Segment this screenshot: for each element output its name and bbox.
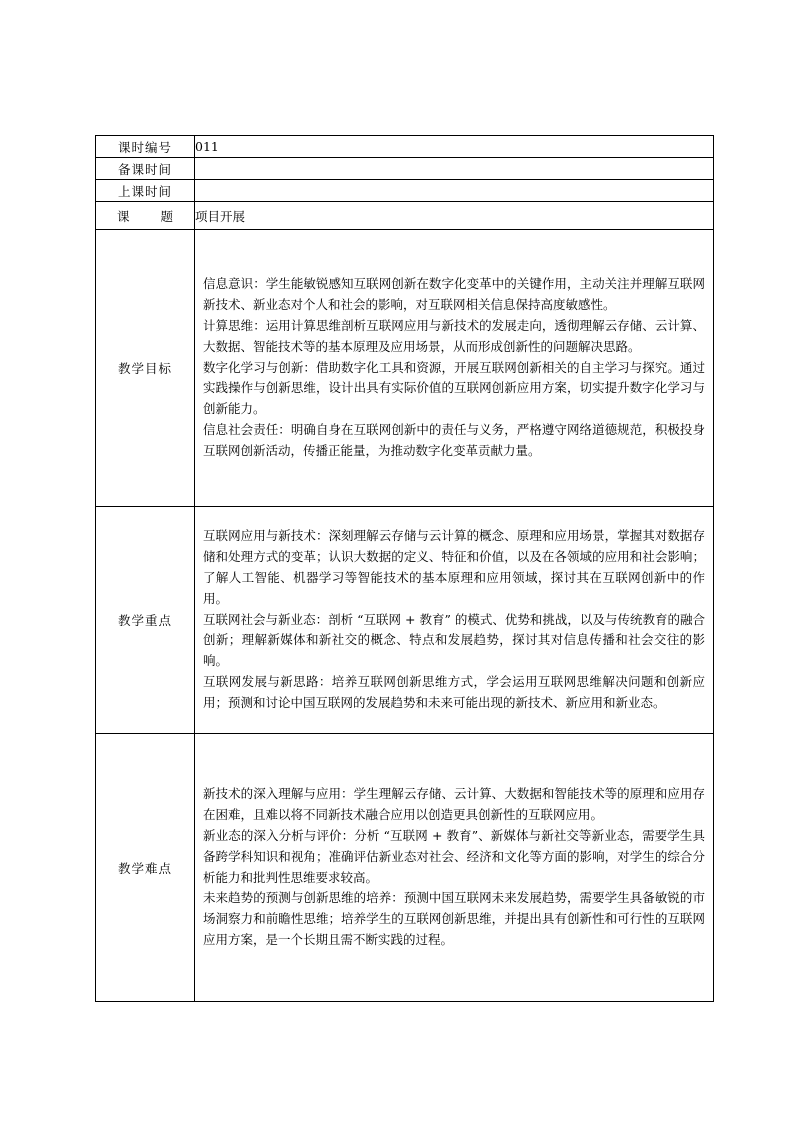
objectives-paragraph: 信息意识：学生能敏锐感知互联网创新在数字化变革中的关键作用，主动关注并理解互联网新技术、新业态对个人和社会的影响，对互联网相关信息保持高度敏感性。 <box>203 276 705 313</box>
objectives-content-cell <box>195 230 714 507</box>
difficulties-paragraph: 未来趋势的预测与创新思维的培养：预测中国互联网未来发展趋势，需要学生具备敏锐的市场洞察力和前瞻性思维；培养学生的互联网创新思维，并提出具有创新性和可行性的互联网应用方案，是一个长期且需不断实践的过程。 <box>203 890 705 947</box>
topic-label-cell <box>96 202 195 230</box>
topic-row <box>96 202 714 230</box>
objectives-paragraph: 计算思维：运用计算思维剖析互联网应用与新技术的发展走向，透彻理解云存储、云计算、大数据、智能技术等的基本原理及应用场景，从而形成创新性的问题解决思路。 <box>203 318 705 354</box>
difficulties-label: 教学难点 <box>96 734 195 1002</box>
class-time-row <box>96 180 714 202</box>
key-points-paragraph: 互联网社会与新业态：剖析 “互联网 + 教育” 的模式、优势和挑战，以及与传统教育的融合创新；理解新媒体和新社交的概念、特点和发展趋势，探讨其对信息传播和社会交往的影响。 <box>203 611 705 669</box>
objectives-label: 教学目标 <box>96 230 195 507</box>
prep-time-label: 备课时间 <box>96 158 195 180</box>
key-points-content-cell <box>195 507 714 734</box>
key-points-paragraph: 互联网发展与新思路：培养互联网创新思维方式，学会运用互联网思维解决问题和创新应用；预测和讨论中国互联网的发展趋势和未来可能出现的新技术、新应用和新业态。 <box>203 673 705 710</box>
lesson-number-label: 课时编号 <box>96 136 195 158</box>
lesson-plan-table <box>95 135 714 1002</box>
difficulties-row <box>96 734 714 1002</box>
key-points-row <box>96 507 714 734</box>
lesson-plan-sheet <box>95 135 714 1002</box>
objectives-paragraph: 信息社会责任：明确自身在互联网创新中的责任与义务，严格遵守网络道德规范，积极投身互联网创新活动，传播正能量，为推动数字化变革贡献力量。 <box>203 421 705 458</box>
difficulties-content <box>195 784 713 950</box>
lesson-number-row <box>96 136 714 158</box>
class-time-value <box>195 180 714 202</box>
objectives-content <box>195 274 713 461</box>
prep-time-value <box>195 158 714 180</box>
class-time-label: 上课时间 <box>96 180 195 202</box>
difficulties-content-cell <box>195 734 714 1002</box>
topic-label: 课题 <box>117 208 173 224</box>
lesson-number-value: 011 <box>195 136 714 158</box>
objectives-row <box>96 230 714 507</box>
difficulties-paragraph: 新技术的深入理解与应用：学生理解云存储、云计算、大数据和智能技术等的原理和应用存在困难，且难以将不同新技术融合应用以创造更具创新性的互联网应用。 <box>203 786 705 823</box>
key-points-label: 教学重点 <box>96 507 195 734</box>
key-points-content <box>195 526 713 713</box>
difficulties-paragraph: 新业态的深入分析与评价：分析 “互联网 + 教育”、新媒体与新社交等新业态，需要学生具备跨学科知识和视角；准确评估新业态对社会、经济和文化等方面的影响，对学生的综合分析能力和批判性思维要求较高。 <box>203 827 705 885</box>
prep-time-row <box>96 158 714 180</box>
objectives-paragraph: 数字化学习与创新：借助数字化工具和资源，开展互联网创新相关的自主学习与探究。通过实践操作与创新思维，设计出具有实际价值的互联网创新应用方案，切实提升数字化学习与创新能力。 <box>203 359 705 417</box>
key-points-paragraph: 互联网应用与新技术：深刻理解云存储与云计算的概念、原理和应用场景，掌握其对数据存储和处理方式的变革；认识大数据的定义、特征和价值，以及在各领域的应用和社会影响；了解人工智能、机器学习等智能技术的基本原理和应用领域，探讨其在互联网创新中的作用。 <box>203 528 705 606</box>
topic-value: 项目开展 <box>195 202 714 230</box>
